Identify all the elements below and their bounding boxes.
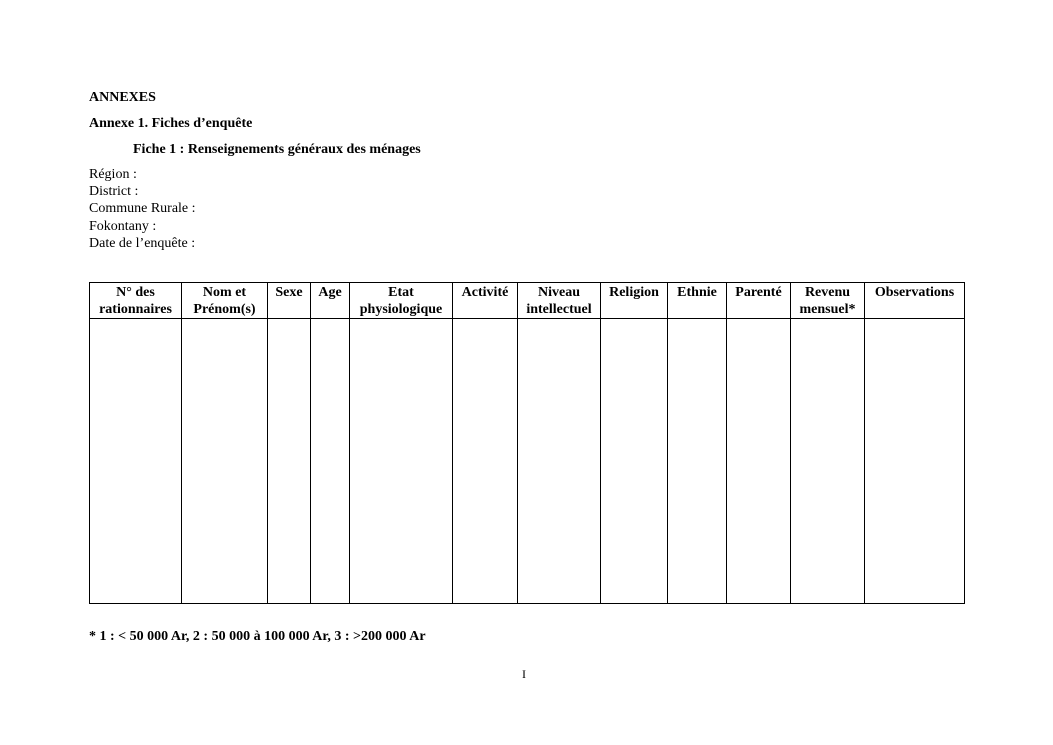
page-number: I: [522, 667, 526, 681]
col-header-religion: Religion: [601, 283, 668, 319]
col-header-numero: N° des rationnaires: [90, 283, 182, 319]
field-fokontany: Fokontany :: [89, 218, 157, 234]
table-cell[interactable]: [182, 319, 268, 604]
table-cell[interactable]: [727, 319, 791, 604]
table-cell[interactable]: [90, 319, 182, 604]
col-header-etat-physiologique: Etat physiologique: [350, 283, 453, 319]
table-cell[interactable]: [601, 319, 668, 604]
col-header-age: Age: [311, 283, 350, 319]
col-header-revenu-mensuel: Revenu mensuel*: [791, 283, 865, 319]
annexes-heading: ANNEXES: [89, 90, 156, 105]
col-header-sexe: Sexe: [268, 283, 311, 319]
table-cell[interactable]: [791, 319, 865, 604]
field-region: Région :: [89, 167, 137, 182]
table-cell[interactable]: [350, 319, 453, 604]
col-header-activite: Activité: [453, 283, 518, 319]
table-header-row: [90, 283, 965, 319]
income-footnote: * 1 : < 50 000 Ar, 2 : 50 000 à 100 000 Ar, 3 : >200 000 Ar: [89, 629, 426, 644]
col-header-nom-prenoms: Nom et Prénom(s): [182, 283, 268, 319]
household-survey-table: [89, 282, 965, 604]
field-date-enquete: Date de l’enquête :: [89, 235, 196, 251]
table-row: [90, 319, 965, 604]
field-commune-rurale: Commune Rurale :: [89, 201, 196, 217]
table-cell[interactable]: [311, 319, 350, 604]
table-cell[interactable]: [668, 319, 727, 604]
field-district: District :: [89, 184, 139, 200]
fiche-1-heading: Fiche 1 : Renseignements généraux des ménages: [133, 142, 421, 157]
col-header-observations: Observations: [865, 283, 965, 319]
col-header-niveau-intellectuel: Niveau intellectuel: [518, 283, 601, 319]
col-header-parente: Parenté: [727, 283, 791, 319]
table-cell[interactable]: [865, 319, 965, 604]
col-header-ethnie: Ethnie: [668, 283, 727, 319]
annexe-1-heading: Annexe 1. Fiches d’enquête: [89, 116, 253, 131]
table-cell[interactable]: [518, 319, 601, 604]
table-cell[interactable]: [453, 319, 518, 604]
form-fields: [89, 166, 196, 252]
table-cell[interactable]: [268, 319, 311, 604]
